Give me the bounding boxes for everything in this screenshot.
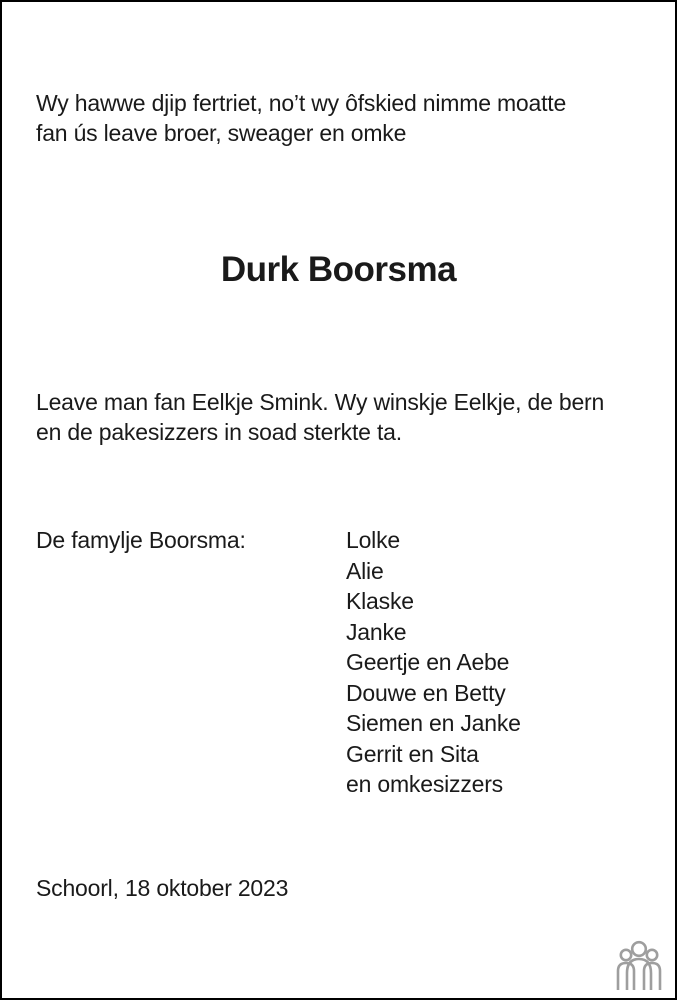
condolence-line: en de pakesizzers in soad sterkte ta. — [36, 419, 402, 445]
condolence-text — [36, 387, 604, 447]
condolence-line: Leave man fan Eelkje Smink. Wy winskje Eelkje, de bern — [36, 389, 605, 415]
place-date: Schoorl, 18 oktober 2023 — [36, 875, 289, 901]
intro-line: Wy hawwe djip fertriet, no’t wy ôfskied nimme moatte — [36, 90, 567, 116]
family-members-list — [346, 525, 521, 800]
intro-text — [36, 88, 566, 148]
family-member: Lolke — [346, 527, 400, 553]
deceased-name: Durk Boorsma — [220, 250, 457, 289]
family-member: Janke — [346, 618, 407, 645]
family-member: Douwe en Betty — [346, 679, 506, 706]
family-member: Klaske — [346, 588, 414, 614]
family-member: Gerrit en Sita — [346, 740, 479, 767]
family-member: Alie — [346, 557, 384, 584]
family-figures-icon — [616, 940, 662, 990]
intro-line: fan ús leave broer, sweager en omke — [36, 120, 407, 146]
family-member: Geertje en Aebe — [346, 649, 510, 675]
family-label: De famylje Boorsma: — [36, 527, 246, 553]
family-member: en omkesizzers — [346, 771, 503, 797]
family-member: Siemen en Janke — [346, 710, 521, 736]
